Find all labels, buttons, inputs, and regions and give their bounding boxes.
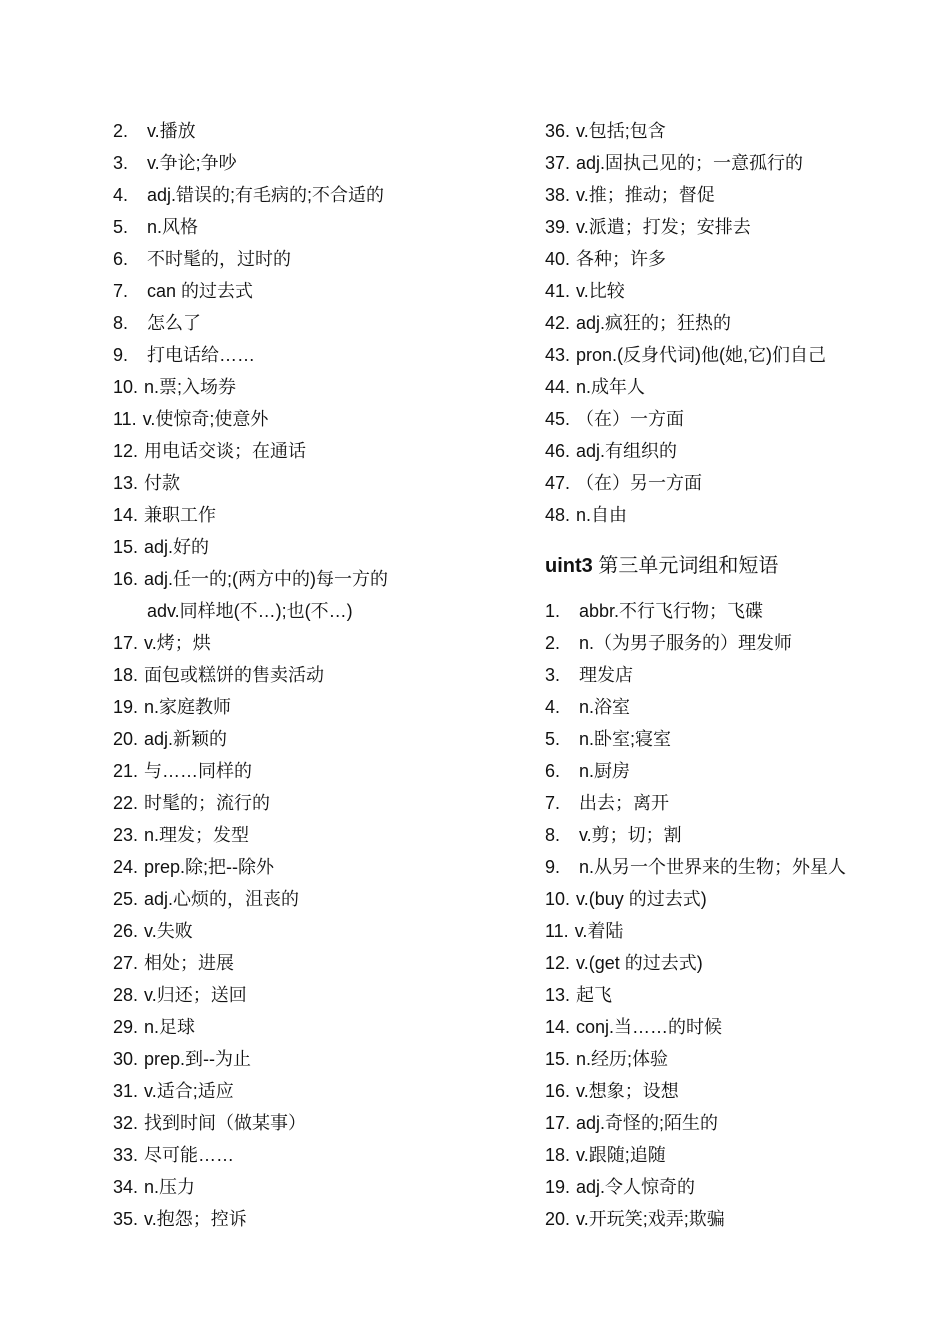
item-number: 43. [545, 345, 571, 365]
vocab-item [545, 211, 935, 243]
item-definition: v.争论;争吵 [147, 153, 237, 173]
vocab-item [113, 179, 513, 211]
item-number: 22. [113, 793, 139, 813]
item-definition: can 的过去式 [147, 281, 254, 301]
item-definition: v.适合;适应 [144, 1081, 234, 1101]
item-number: 29. [113, 1017, 139, 1037]
vocab-item [545, 883, 935, 915]
item-number: 36. [545, 121, 571, 141]
item-number: 8. [545, 825, 561, 845]
item-definition: v.着陆 [574, 921, 624, 941]
item-number: 14. [545, 1017, 571, 1037]
vocab-item [113, 563, 513, 595]
item-definition: v.剪；切；割 [579, 825, 682, 845]
item-number: 34. [113, 1177, 139, 1197]
item-number: 6. [113, 249, 129, 269]
section-heading-bold: uint3 [545, 555, 593, 577]
item-definition: v.烤；烘 [144, 633, 211, 653]
vocab-item [545, 755, 935, 787]
unit2-list-continued [545, 115, 935, 531]
vocab-item [545, 371, 935, 403]
item-definition: conj.当……的时候 [576, 1017, 723, 1037]
vocab-item [545, 723, 935, 755]
item-number: 40. [545, 249, 571, 269]
vocab-item [113, 243, 513, 275]
item-number: 24. [113, 857, 139, 877]
item-definition: pron.(反身代词)他(她,它)们自己 [576, 345, 827, 365]
item-definition: 怎么了 [147, 313, 201, 333]
vocab-item [545, 147, 935, 179]
vocab-item [113, 435, 513, 467]
vocab-item [545, 275, 935, 307]
item-number: 6. [545, 761, 561, 781]
item-definition: n.（为男子服务的）理发师 [579, 633, 793, 653]
section-heading-rest: 第三单元词组和短语 [592, 555, 779, 577]
item-number: 45. [545, 409, 571, 429]
vocab-item [113, 1011, 513, 1043]
item-number: 28. [113, 985, 139, 1005]
vocab-item [113, 147, 513, 179]
vocab-item [545, 659, 935, 691]
item-definition: n.理发；发型 [144, 825, 250, 845]
item-number: 7. [113, 281, 129, 301]
item-definition: 与……同样的 [144, 761, 253, 781]
item-definition: 兼职工作 [144, 505, 217, 525]
item-number: 32. [113, 1113, 139, 1133]
item-number: 23. [113, 825, 139, 845]
item-definition: n.成年人 [576, 377, 646, 397]
item-number: 42. [545, 313, 571, 333]
vocab-item [545, 915, 935, 947]
item-definition: n.经历;体验 [576, 1049, 669, 1069]
item-number: 48. [545, 505, 571, 525]
item-number: 2. [545, 633, 561, 653]
item-definition: v.归还；送回 [144, 985, 247, 1005]
item-number: 41. [545, 281, 571, 301]
item-definition: abbr.不行飞行物；飞碟 [579, 601, 764, 621]
item-number: 13. [113, 473, 139, 493]
item-definition: v.派遣；打发；安排去 [576, 217, 751, 237]
vocab-item [545, 1043, 935, 1075]
vocab-item [113, 371, 513, 403]
item-number: 4. [113, 185, 129, 205]
item-number: 20. [113, 729, 139, 749]
item-number: 5. [113, 217, 129, 237]
vocab-item [545, 307, 935, 339]
item-number: 20. [545, 1209, 571, 1229]
vocab-item [113, 979, 513, 1011]
item-number: 37. [545, 153, 571, 173]
vocab-item [545, 499, 935, 531]
item-definition: v.跟随;追随 [576, 1145, 666, 1165]
vocab-item [113, 947, 513, 979]
vocab-item [113, 915, 513, 947]
vocab-item [545, 115, 935, 147]
vocab-item [113, 1075, 513, 1107]
item-number: 15. [545, 1049, 571, 1069]
left-column [113, 115, 513, 1235]
item-number: 39. [545, 217, 571, 237]
item-number: 33. [113, 1145, 139, 1165]
item-number: 27. [113, 953, 139, 973]
vocab-item [113, 211, 513, 243]
item-definition: n.票;入场券 [144, 377, 237, 397]
vocab-item [545, 1011, 935, 1043]
item-definition: （在）一方面 [576, 409, 685, 429]
item-definition: n.卧室;寝室 [579, 729, 672, 749]
item-number: 25. [113, 889, 139, 909]
item-number: 18. [113, 665, 139, 685]
item-definition: v.推；推动；督促 [576, 185, 715, 205]
item-number: 19. [545, 1177, 571, 1197]
item-definition: n.风格 [147, 217, 199, 237]
vocab-item [113, 1203, 513, 1235]
item-number: 26. [113, 921, 139, 941]
vocab-item [113, 1107, 513, 1139]
item-definition: adj.固执己见的；一意孤行的 [576, 153, 804, 173]
vocab-item [545, 403, 935, 435]
vocab-item [113, 115, 513, 147]
vocab-item [545, 947, 935, 979]
section-heading-unit3 [545, 549, 935, 583]
vocab-item [113, 275, 513, 307]
item-number: 11. [545, 921, 569, 941]
vocab-item [113, 819, 513, 851]
vocab-item [545, 1075, 935, 1107]
item-definition: v.包括;包含 [576, 121, 666, 141]
item-definition: 面包或糕饼的售卖活动 [144, 665, 325, 685]
item-number: 4. [545, 697, 561, 717]
item-definition: adj.心烦的，沮丧的 [144, 889, 300, 909]
vocab-item [113, 659, 513, 691]
item-number: 9. [545, 857, 561, 877]
item-definition: 理发店 [579, 665, 633, 685]
item-definition-continued: adv.同样地(不…);也(不…) [147, 601, 353, 621]
item-number: 12. [113, 441, 139, 461]
item-definition: adj.令人惊奇的 [576, 1177, 696, 1197]
item-number: 3. [545, 665, 561, 685]
item-number: 17. [545, 1113, 571, 1133]
item-definition: adj.奇怪的;陌生的 [576, 1113, 719, 1133]
vocab-item [113, 531, 513, 563]
item-number: 5. [545, 729, 561, 749]
item-number: 17. [113, 633, 139, 653]
unit3-list [545, 595, 935, 1235]
item-number: 10. [113, 377, 139, 397]
vocab-item [545, 819, 935, 851]
vocab-item [545, 979, 935, 1011]
item-definition: 各种；许多 [576, 249, 667, 269]
vocab-item [545, 1203, 935, 1235]
vocab-item [545, 467, 935, 499]
vocab-item [545, 1107, 935, 1139]
item-number: 18. [545, 1145, 571, 1165]
item-definition: n.压力 [144, 1177, 196, 1197]
item-definition: （在）另一方面 [576, 473, 703, 493]
vocab-item [545, 627, 935, 659]
item-definition: v.播放 [147, 121, 196, 141]
vocab-item [113, 1171, 513, 1203]
item-number: 10. [545, 889, 571, 909]
item-number: 31. [113, 1081, 139, 1101]
vocab-item [545, 691, 935, 723]
vocab-item [113, 755, 513, 787]
item-definition: adj.疯狂的；狂热的 [576, 313, 732, 333]
item-definition: 找到时间（做某事） [144, 1113, 307, 1133]
vocab-item [545, 339, 935, 371]
item-number: 12. [545, 953, 571, 973]
vocab-item [545, 595, 935, 627]
item-number: 35. [113, 1209, 139, 1229]
item-number: 21. [113, 761, 139, 781]
vocab-item [113, 403, 513, 435]
vocab-item [113, 499, 513, 531]
vocab-item [113, 467, 513, 499]
item-definition: prep.除;把--除外 [144, 857, 275, 877]
item-number: 44. [545, 377, 571, 397]
item-definition: v.想象；设想 [576, 1081, 679, 1101]
vocab-item [545, 787, 935, 819]
item-definition: n.足球 [144, 1017, 196, 1037]
item-number: 16. [113, 569, 139, 589]
vocab-item [545, 435, 935, 467]
item-definition: n.从另一个世界来的生物；外星人 [579, 857, 847, 877]
item-number: 30. [113, 1049, 139, 1069]
item-number: 2. [113, 121, 129, 141]
item-number: 15. [113, 537, 139, 557]
vocab-item [545, 179, 935, 211]
item-number: 1. [545, 601, 561, 621]
vocab-item [545, 851, 935, 883]
item-number: 7. [545, 793, 561, 813]
item-definition: 相处；进展 [144, 953, 235, 973]
item-definition: n.浴室 [579, 697, 631, 717]
vocab-item [545, 1139, 935, 1171]
item-definition: 用电话交谈；在通话 [144, 441, 307, 461]
item-number: 19. [113, 697, 139, 717]
vocab-item [113, 787, 513, 819]
item-definition: adj.错误的;有毛病的;不合适的 [147, 185, 385, 205]
vocab-item [113, 1043, 513, 1075]
item-definition: adj.新颖的 [144, 729, 228, 749]
item-number: 47. [545, 473, 571, 493]
item-number: 46. [545, 441, 571, 461]
item-definition: n.厨房 [579, 761, 631, 781]
item-definition: v.(buy 的过去式) [576, 889, 707, 909]
item-number: 14. [113, 505, 139, 525]
vocab-item [113, 691, 513, 723]
item-definition: 起飞 [576, 985, 613, 1005]
item-definition: v.开玩笑;戏弄;欺骗 [576, 1209, 725, 1229]
item-definition: 打电话给…… [147, 345, 255, 365]
item-definition: v.使惊奇;使意外 [142, 409, 269, 429]
item-definition: v.抱怨；控诉 [144, 1209, 247, 1229]
item-definition: 尽可能…… [144, 1145, 235, 1165]
vocab-item [545, 1171, 935, 1203]
item-number: 16. [545, 1081, 571, 1101]
vocab-item [113, 851, 513, 883]
item-definition: 付款 [144, 473, 181, 493]
item-number: 3. [113, 153, 129, 173]
item-definition: 时髦的；流行的 [144, 793, 271, 813]
item-definition: n.家庭教师 [144, 697, 232, 717]
item-number: 38. [545, 185, 571, 205]
vocab-item [113, 627, 513, 659]
item-definition: 不时髦的，过时的 [147, 249, 291, 269]
item-definition: n.自由 [576, 505, 628, 525]
item-definition: v.比较 [576, 281, 625, 301]
vocab-item [113, 307, 513, 339]
item-number: 8. [113, 313, 129, 333]
item-definition: adj.有组织的 [576, 441, 678, 461]
item-definition: adj.任一的;(两方中的)每一方的 [144, 569, 389, 589]
item-definition: adj.好的 [144, 537, 210, 557]
vocab-item [545, 243, 935, 275]
item-definition: v.失败 [144, 921, 193, 941]
item-definition: 出去；离开 [579, 793, 669, 813]
vocab-item [113, 339, 513, 371]
vocab-item [113, 1139, 513, 1171]
item-number: 11. [113, 409, 137, 429]
item-definition: v.(get 的过去式) [576, 953, 703, 973]
right-column [545, 115, 935, 1235]
vocab-item [113, 883, 513, 915]
item-definition: prep.到--为止 [144, 1049, 252, 1069]
vocab-item [113, 723, 513, 755]
item-number: 13. [545, 985, 571, 1005]
item-number: 9. [113, 345, 129, 365]
